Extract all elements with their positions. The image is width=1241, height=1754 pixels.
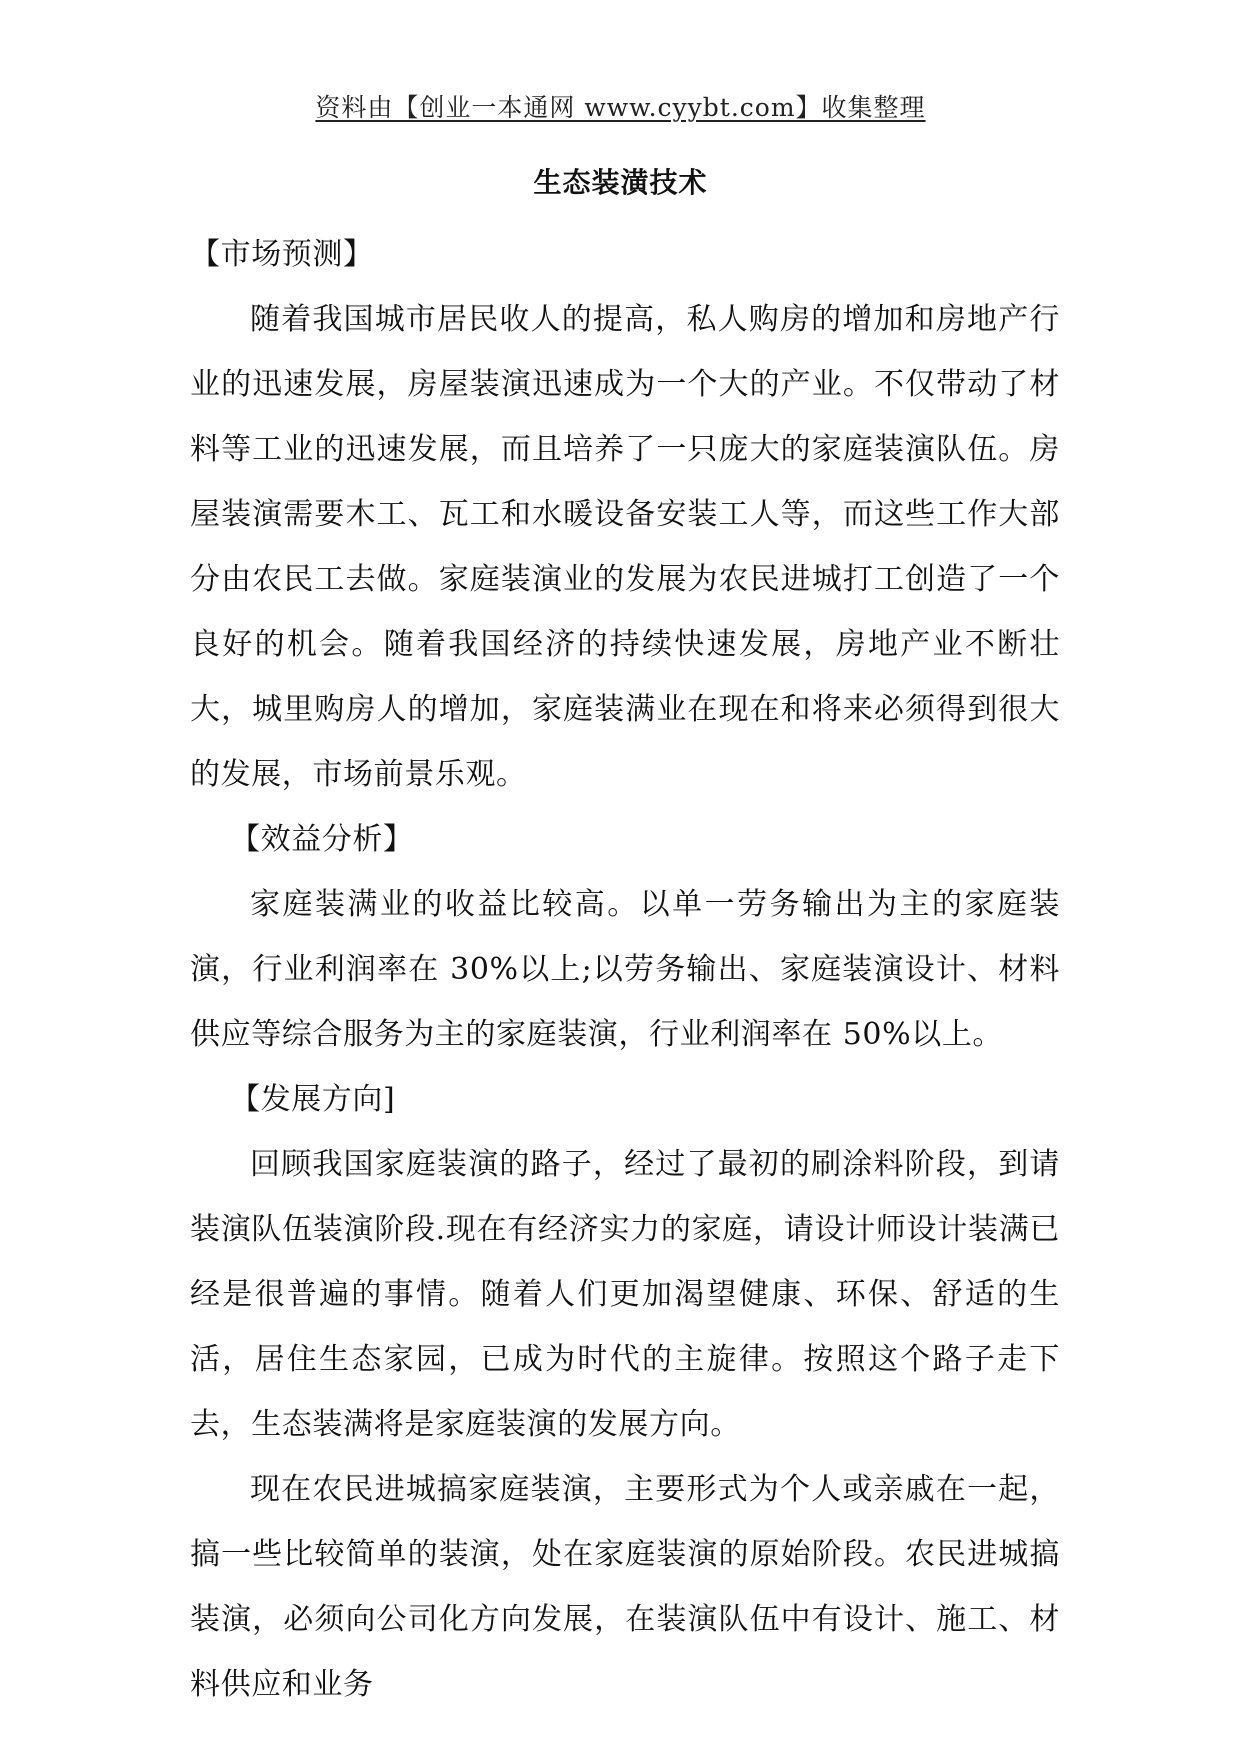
- paragraph-market: 随着我国城市居民收人的提高，私人购房的增加和房地产行业的迅速发展，房屋装演迅速成为一个大的产业。不仅带动了材料等工业的迅速发展，而且培养了一只庞大的家庭装演队伍。房屋装演需要木工、瓦工和水暖设备安装工人等，而这些工作大部分由农民工去做。家庭装演业的发展为农民进城打工创造了一个良好的机会。随着我国经济的持续快速发展，房地产业不断壮大，城里购房人的增加，家庭装满业在现在和将来必须得到很大的发展，市场前景乐观。: [190, 302, 1060, 792]
- source-note: 资料由【创业一本通网 www.cyybt.com】收集整理: [315, 93, 926, 122]
- document-title: 生态装潢技术: [533, 166, 708, 199]
- section-heading-market: 【市场预测】: [190, 237, 374, 272]
- document-body: [190, 222, 1060, 1717]
- section-heading-benefit: 【效益分析】: [230, 822, 414, 857]
- section-heading-direction: 【发展方向]: [230, 1082, 396, 1117]
- paragraph-direction-1: 回顾我国家庭装演的路子，经过了最初的刷涂料阶段，到请装演队伍装演阶段.现在有经济实力的家庭，请设计师设计装满已经是很普遍的事情。随着人们更加渴望健康、环保、舒适的生活，居住生态家园，已成为时代的主旋律。按照这个路子走下去，生态装满将是家庭装演的发展方向。: [190, 1147, 1060, 1442]
- paragraph-benefit: 家庭装满业的收益比较高。以单一劳务输出为主的家庭装演，行业利润率在 30%以上;以劳务输出、家庭装演设计、材料供应等综合服务为主的家庭装演，行业利润率在 50%以上。: [190, 887, 1060, 1052]
- paragraph-direction-2: 现在农民进城搞家庭装演，主要形式为个人或亲戚在一起，搞一些比较简单的装演，处在家庭装演的原始阶段。农民进城搞装演，必须向公司化方向发展，在装演队伍中有设计、施工、材料供应和业务: [190, 1472, 1060, 1702]
